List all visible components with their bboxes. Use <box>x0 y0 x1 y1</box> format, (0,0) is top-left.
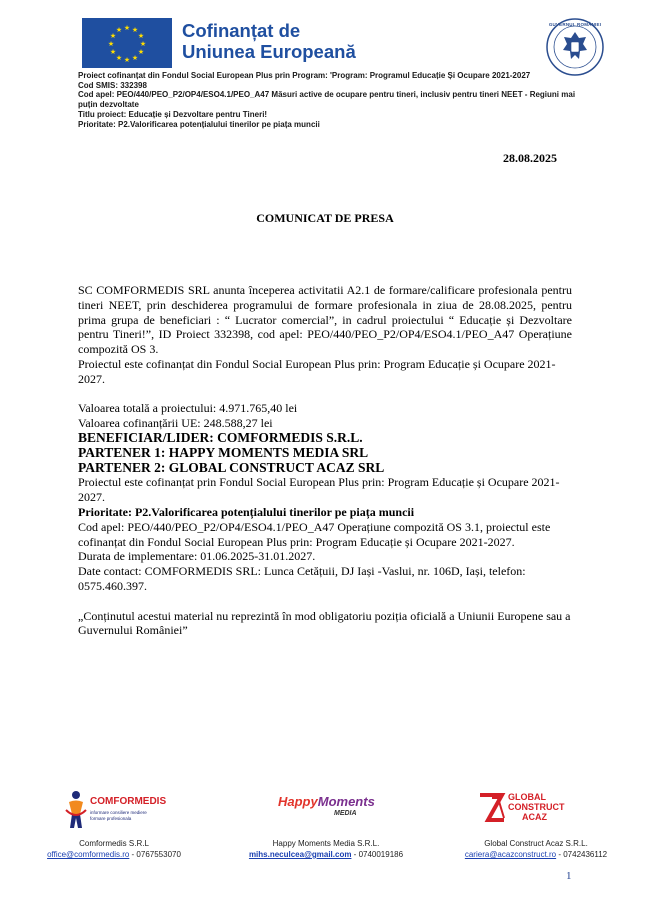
svg-text:★: ★ <box>107 40 115 48</box>
footer-phone: - 0740019186 <box>351 850 404 859</box>
project-info-line-smis: Cod SMIS: 332398 <box>78 80 147 90</box>
construct-word: CONSTRUCT <box>508 802 565 812</box>
footer-company-name: Comformedis S.R.L <box>79 839 149 848</box>
eu-cofinanced-title <box>182 20 356 62</box>
comformedis-logo-tagline-2: formare profesionala <box>90 816 132 821</box>
footer-email-link[interactable]: office@comformedis.ro <box>47 850 130 859</box>
acaz-word: ACAZ <box>522 812 547 822</box>
project-info-line-call: Cod apel: PEO/440/PEO_P2/OP4/ESO4.1/PEO_A47 Măsuri active de ocupare pentru tineri, inclusiv pentru tineri NEET - Regiuni mai puțin dezvoltate <box>78 90 576 110</box>
project-info-line-title: Titlu proiect: Educație și Dezvoltare pentru Tineri! <box>78 109 268 119</box>
global-word: GLOBAL <box>508 792 546 802</box>
happy-word: Happy <box>278 794 318 809</box>
comformedis-logo-tagline-1: informare consiliere mediere <box>90 810 147 815</box>
paragraph-cofinancing: Proiectul este cofinanțat din Fondul Social European Plus prin: Program Educație și Ocupare 2021-2027. <box>78 356 556 386</box>
comformedis-figure-icon <box>64 790 88 830</box>
paragraph-priority: Prioritate: P2.Valorificarea potențialului tinerilor pe piața muncii <box>78 504 415 519</box>
paragraph-announcement: SC COMFORMEDIS SRL anunta începerea activitatii A2.1 de formare/calificare profesionala pentru tineri NEET, prin deschiderea programului de formare profesionala in ziua de 28.08.2025, pentru prima grupa de beneficiari : “ Lucrator comercial”, in cadrul proiectului “ Educație și Dezvoltare pentru Tineri!”, ID Proiect 332398, cod apel: PEO/440/PEO_P2/OP4/ESO4.1/PEO_A47 Operațiune compozită OS 3. <box>78 283 572 357</box>
footer-contact-comformedis <box>14 838 214 860</box>
comformedis-logo-text: COMFORMEDIS <box>90 796 167 807</box>
paragraph-eu-value: Valoarea cofinanțării UE: 248.588,27 lei <box>78 416 273 431</box>
svg-text:★: ★ <box>109 48 117 56</box>
footer-company-name: Global Construct Acaz S.R.L. <box>484 839 588 848</box>
footer-email-link[interactable]: cariera@acazconstruct.ro <box>464 850 557 859</box>
svg-text:★: ★ <box>115 26 123 34</box>
paragraph-duration: Durata de implementare: 01.06.2025-31.01.2027. <box>78 549 316 564</box>
project-info-block <box>78 71 583 129</box>
svg-text:★: ★ <box>131 54 139 62</box>
seal-text: GUVERNUL ROMÂNIEI <box>548 22 602 27</box>
global-construct-logo <box>476 790 596 832</box>
project-info-line-priority: Prioritate: P2.Valorificarea potențialului tinerilor pe piața muncii <box>78 119 320 129</box>
seal-text-wrapper <box>546 18 604 76</box>
eu-title-line2: Uniunea Europeană <box>182 41 356 62</box>
paragraph-partner-2: PARTENER 2: GLOBAL CONSTRUCT ACAZ SRL <box>78 459 385 475</box>
svg-text:★: ★ <box>123 56 131 64</box>
document-date: 28.08.2025 <box>503 151 557 165</box>
footer-email-link[interactable]: mihs.neculcea@gmail.com <box>248 850 352 859</box>
media-word: MEDIA <box>334 810 357 817</box>
global-construct-logo-text <box>508 792 565 822</box>
footer-phone: - 0767553070 <box>129 850 181 859</box>
page-number: 1 <box>566 870 572 882</box>
happy-moments-logo-text <box>278 794 375 809</box>
paragraph-contact: Date contact: COMFORMEDIS SRL: Lunca Cetățuii, DJ Iași -Vaslui, nr. 106D, Iași, telefon: 0575.460.397. <box>78 564 526 593</box>
happy-moments-logo <box>276 790 376 832</box>
paragraph-cofinancing-2: Proiectul este cofinanțat prin Fondul Social European Plus prin: Program Educație și Ocupare 2021-2027. <box>78 475 560 505</box>
paragraph-beneficiary: BENEFICIAR/LIDER: COMFORMEDIS S.R.L. <box>78 429 363 445</box>
footer-company-name: Happy Moments Media S.R.L. <box>272 839 380 848</box>
svg-text:★: ★ <box>109 32 117 40</box>
svg-text:★: ★ <box>131 26 139 34</box>
moments-word: Moments <box>317 794 375 809</box>
paragraph-partner-1: PARTENER 1: HAPPY MOMENTS MEDIA SRL <box>78 444 369 460</box>
svg-text:★: ★ <box>137 32 145 40</box>
eu-flag-logo <box>82 18 172 68</box>
project-info-line-program: Proiect cofinanțat din Fondul Social European Plus prin Program: 'Program: Programul Educație Și Ocupare 2021-2027 <box>78 71 531 80</box>
document-title: COMUNICAT DE PRESA <box>256 211 394 225</box>
footer-contact-global-construct <box>436 838 636 860</box>
paragraph-call-code: Cod apel: PEO/440/PEO_P2/OP4/ESO4.1/PEO_A47 Operațiune compozită OS 3.1, proiectul este cofinanțat din Fondul Social European Plus prin: Program Educație și Ocupare 2021-2027. <box>78 519 551 549</box>
svg-text:★: ★ <box>137 48 145 56</box>
footer-phone: - 0742436112 <box>556 850 608 859</box>
comformedis-logo <box>64 790 167 832</box>
acaz-za-monogram-icon <box>478 792 506 824</box>
svg-text:★: ★ <box>123 24 131 32</box>
press-release-body <box>78 283 572 638</box>
footer-contact-happy-moments <box>226 838 426 860</box>
svg-text:★: ★ <box>115 54 123 62</box>
eu-title-line1: Cofinanțat de <box>182 20 301 41</box>
paragraph-total-value: Valoarea totală a proiectului: 4.971.765,40 lei <box>78 401 298 416</box>
eu-stars-icon <box>82 18 172 68</box>
svg-text:★: ★ <box>139 40 147 48</box>
paragraph-disclaimer: „Conținutul acestui material nu reprezintă în mod obligatoriu poziția oficială a Uniunii Europene sau a Guvernului României” <box>78 608 571 638</box>
